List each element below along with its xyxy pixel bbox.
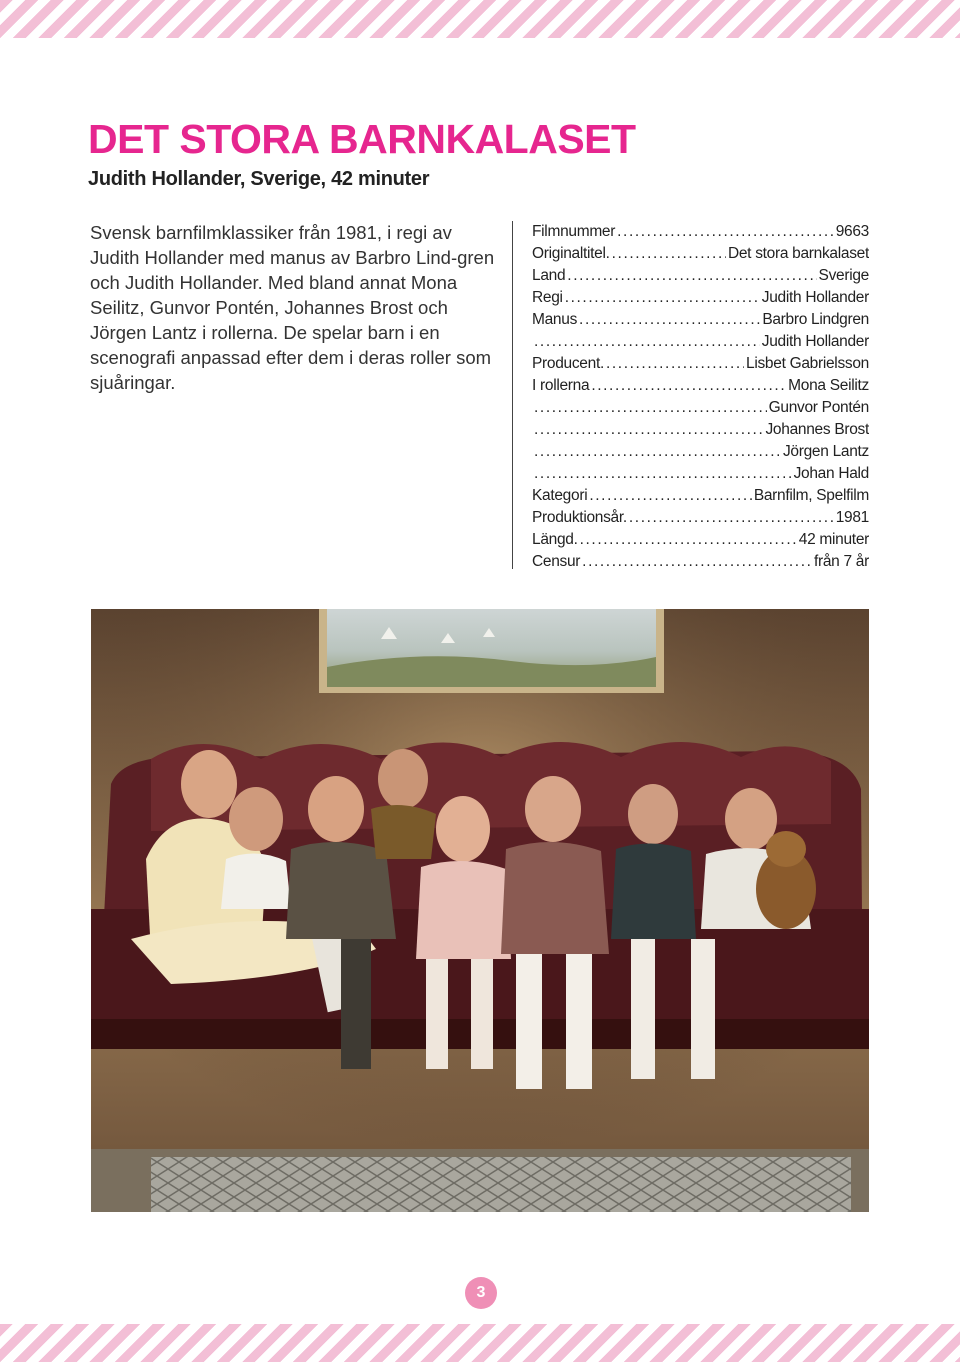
credit-value: Det stora barnkalaset — [727, 245, 869, 262]
credit-dots — [589, 485, 751, 507]
top-stripe-band — [0, 0, 960, 38]
credit-label: Producent. — [532, 355, 604, 372]
credit-value: Lisbet Gabrielsson — [746, 355, 869, 372]
credit-value: 1981 — [835, 509, 869, 526]
credit-dots — [629, 507, 834, 529]
credit-row — [532, 529, 869, 551]
credit-dots — [617, 221, 834, 243]
credit-value: Sverige — [818, 267, 869, 284]
credit-row — [532, 507, 869, 529]
film-description: Svensk barnfilmklassiker från 1981, i regi av Judith Hollander med manus av Barbro Lind-gren och Judith Hollander. Med bland annat Mona Seilitz, Gunvor Pontén, Johannes Brost och Jörgen Lantz i rollerna. De spelar barn i en scenografi anpassad efter dem i deras roller som sjuåringar. — [90, 222, 495, 393]
page-number-badge: 3 — [465, 1277, 497, 1309]
credit-value: Jörgen Lantz — [782, 443, 869, 460]
credit-label: Längd. — [532, 531, 578, 548]
page-subtitle: Judith Hollander, Sverige, 42 minuter — [88, 168, 430, 190]
credit-value: Mona Seilitz — [788, 377, 869, 394]
credit-dots — [534, 331, 760, 353]
bottom-stripe-band — [0, 1324, 960, 1362]
credit-value: Johannes Brost — [765, 421, 869, 438]
credit-dots — [567, 265, 816, 287]
credit-row — [532, 485, 869, 507]
credit-dots — [534, 463, 792, 485]
credit-value: Barnfilm, Spelfilm — [753, 487, 869, 504]
credit-label: I rollerna — [532, 377, 590, 394]
credit-row — [532, 441, 869, 463]
credit-value: Judith Hollander — [761, 289, 869, 306]
credit-dots — [534, 419, 763, 441]
credit-row — [532, 265, 869, 287]
credit-row — [532, 243, 869, 265]
credit-dots — [606, 353, 744, 375]
credit-dots — [534, 397, 767, 419]
credit-row — [532, 309, 869, 331]
credit-label: Produktionsår. — [532, 509, 627, 526]
credit-value: 42 minuter — [798, 531, 869, 548]
credit-label: Originaltitel. — [532, 245, 610, 262]
credit-value: Gunvor Pontén — [768, 399, 869, 416]
credit-dots — [612, 243, 726, 265]
credit-row — [532, 397, 869, 419]
credit-dots — [582, 551, 812, 573]
credit-label: Land — [532, 267, 566, 284]
credit-row — [532, 463, 869, 485]
page-title: DET STORA BARNKALASET — [88, 116, 636, 162]
credit-row — [532, 375, 869, 397]
credit-row — [532, 551, 869, 573]
credit-label: Filmnummer — [532, 223, 616, 240]
credit-value: Judith Hollander — [761, 333, 869, 350]
credit-row — [532, 287, 869, 309]
credit-row — [532, 331, 869, 353]
credit-dots — [534, 441, 781, 463]
credit-row — [532, 353, 869, 375]
credit-dots — [565, 287, 760, 309]
credit-value: Johan Hald — [793, 465, 869, 482]
credit-label: Regi — [532, 289, 563, 306]
credit-dots — [591, 375, 786, 397]
credit-value: Barbro Lindgren — [762, 311, 869, 328]
credit-label: Censur — [532, 553, 581, 570]
credit-value: från 7 år — [813, 553, 869, 570]
cast-photo — [91, 609, 869, 1212]
credit-label: Kategori — [532, 487, 588, 504]
credit-dots — [580, 529, 797, 551]
credit-row — [532, 221, 869, 243]
credit-label: Manus — [532, 311, 578, 328]
credit-row — [532, 419, 869, 441]
credit-dots — [579, 309, 760, 331]
credit-value: 9663 — [835, 223, 869, 240]
credits-list — [512, 221, 869, 569]
